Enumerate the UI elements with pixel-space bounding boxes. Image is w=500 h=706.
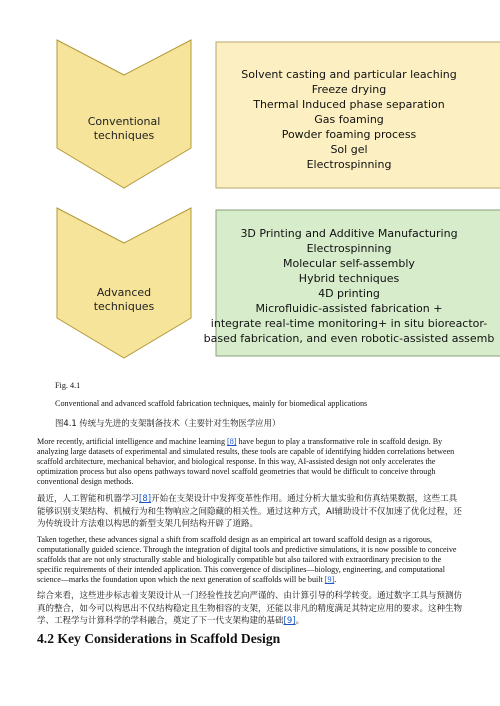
advanced-item: based fabrication, and even robotic-assisted assemb bbox=[203, 332, 495, 345]
advanced-item: integrate real-time monitoring+ in situ bioreactor- bbox=[210, 317, 488, 330]
citation-link-9[interactable]: [9] bbox=[324, 575, 335, 584]
advanced-item: Hybrid techniques bbox=[298, 272, 400, 285]
advanced-label-line1: Advanced bbox=[96, 286, 152, 299]
citation-link-8-cn[interactable]: [8] bbox=[139, 494, 152, 504]
paragraph-text: More recently, artificial intelligence and machine learning bbox=[37, 437, 228, 446]
advanced-item: 3D Printing and Additive Manufacturing bbox=[240, 227, 458, 240]
paragraph-text: 最近，人工智能和机器学习 bbox=[37, 494, 140, 504]
conventional-item: Solvent casting and particular leaching bbox=[241, 68, 457, 81]
section-heading: 4.2 Key Considerations in Scaffold Design bbox=[37, 631, 281, 646]
citation-link-9-cn[interactable]: [9] bbox=[283, 616, 296, 626]
advanced-item: Molecular self-assembly bbox=[283, 257, 415, 270]
advanced-item: Electrospinning bbox=[306, 242, 392, 255]
advanced-item: Microfluidic-assisted fabrication + bbox=[255, 302, 443, 315]
advanced-label-line2: techniques bbox=[93, 300, 155, 313]
paragraph-text: 综合来看，这些进步标志着支架设计从一门经验性技艺向严谨的、由计算引导的科学转变。通过数字工具与预测仿真的整合，如今可以构思出不仅结构稳定且生物相容的支架，还能以非凡的精度满足其特定应用的要求。这种生物学、工程学与计算科学的学科融合，奠定了下一代支架构建的基础 bbox=[37, 591, 463, 626]
conventional-label-line2: techniques bbox=[93, 129, 155, 142]
paragraph-taken-together-chinese bbox=[37, 590, 463, 628]
paragraph-text: . bbox=[334, 575, 337, 584]
conventional-item: Thermal Induced phase separation bbox=[253, 98, 445, 111]
conventional-item: Gas foaming bbox=[314, 113, 384, 126]
figure-caption: Conventional and advanced scaffold fabrication techniques, mainly for biomedical applications bbox=[55, 399, 368, 408]
conventional-item: Sol gel bbox=[330, 143, 368, 156]
conventional-item: Freeze drying bbox=[311, 83, 387, 96]
paragraph-ai-ml bbox=[37, 437, 463, 487]
advanced-chevron bbox=[57, 208, 191, 358]
figure-caption-chinese: 图4.1 传统与先进的支架制备技术（主要针对生物医学应用） bbox=[55, 418, 281, 428]
paragraph-taken-together bbox=[37, 535, 463, 585]
paragraph-text: Taken together, these advances signal a shift from scaffold design as an empirical art toward scaffold design as a rigorous, computationally guided science. Through the integration of digital tools and predictive simulations, it is now possible to conceive scaffolds that are not only structurally stable and biologically compatible but also tailored with extraordinary precision to the specific requirements of their intended application. This convergence of disciplines—biology, engineering, and computational science—marks the foundation upon which the next generation of scaffolds will be built bbox=[37, 535, 457, 584]
paragraph-ai-ml-chinese bbox=[37, 493, 463, 531]
advanced-item: 4D printing bbox=[318, 287, 380, 300]
figure-label: Fig. 4.1 bbox=[55, 381, 81, 390]
conventional-label-line1: Conventional bbox=[87, 115, 161, 128]
paragraph-text: 。 bbox=[295, 616, 305, 626]
paragraph-text: have begun to play a transformative role in scaffold design. By analyzing large datasets of experimental and simulated results, these tools are capable of identifying hidden correlations between scaffold architecture, mechanical behavior, and biological response. In this way, AI-assisted design not only accelerates the optimization process but also opens pathways toward novel scaffold geometries that would be difficult to conceive through conventional design methods. bbox=[37, 437, 455, 486]
citation-link-8[interactable]: [8] bbox=[227, 437, 237, 446]
conventional-item: Powder foaming process bbox=[281, 128, 417, 141]
conventional-item: Electrospinning bbox=[306, 158, 392, 171]
conventional-chevron bbox=[57, 40, 191, 188]
paragraph-text: 开始在支架设计中发挥变革性作用。通过分析大量实验和仿真结果数据，这些工具能够识别支架结构、机械行为和生物响应之间隐藏的相关性。通过这种方式，AI辅助设计不仅加速了优化过程，还为传统设计方法难以构思的新型支架几何结构开辟了道路。 bbox=[37, 494, 462, 529]
